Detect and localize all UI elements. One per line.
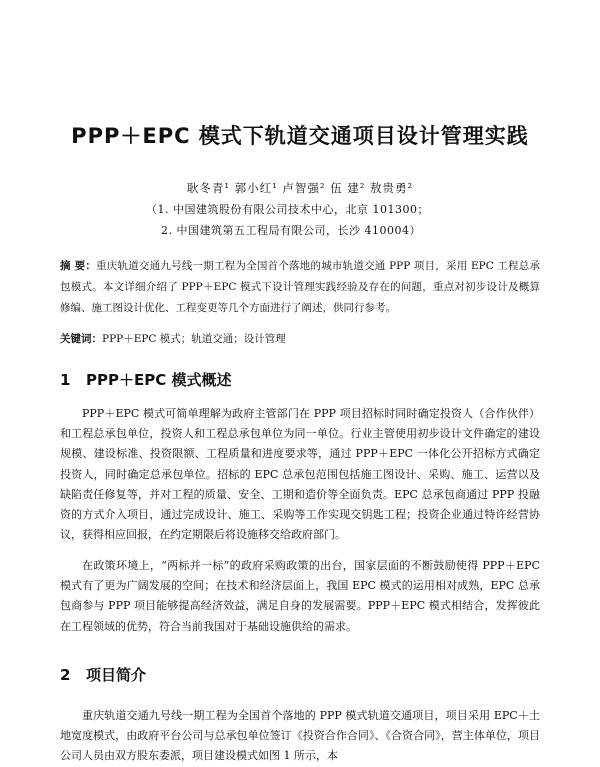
author-list: 耿冬青¹ 郭小红¹ 卢智强² 伍 建² 敖贵勇² xyxy=(186,181,414,195)
abstract-text: 重庆轨道交通九号线一期工程为全国首个落地的城市轨道交通 PPP 项目，采用 EPC 工程总承包模式。本文详细介绍了 PPP＋EPC 模式下设计管理实践经验及存在的问题，重点对初步设计及概算修编、施工图设计优化、工程变更等几个方面进行了阐述，供同行参考。 xyxy=(60,260,540,314)
abstract xyxy=(60,256,540,319)
section-1-number: 1 xyxy=(60,371,71,389)
keywords xyxy=(60,331,540,347)
keywords-text: PPP＋EPC 模式；轨道交通；设计管理 xyxy=(102,333,286,345)
keywords-label: 关键词： xyxy=(60,333,102,345)
section-1-paragraph-2: 在政策环境上，“两标并一标”的政府采购政策的出台，国家层面的不断鼓励使得 PPP＋EPC 模式有了更为广阔发展的空间；在技术和经济层面上，我国 EPC 模式的运用相对成熟，EPC 总承包商参与 PPP 项目能够提高经济效益，满足自身的发展需要。PPP＋EPC 模式相结合，发挥彼此在工程领域的优势，符合当前我国对于基础设施供给的需求。 xyxy=(60,559,540,633)
paper-title: PPP＋EPC 模式下轨道交通项目设计管理实践 xyxy=(71,124,529,148)
section-1-heading xyxy=(60,369,231,390)
section-2-heading xyxy=(60,664,146,685)
affiliation-1: （1. 中国建筑股份有限公司技术中心，北京 101300； xyxy=(146,203,429,216)
abstract-label: 摘 要： xyxy=(60,260,97,272)
section-2-number: 2 xyxy=(60,666,71,684)
affiliation-2: 2. 中国建筑第五工程局有限公司，长沙 410004） xyxy=(161,224,421,237)
section-1-paragraph-1: PPP＋EPC 模式可简单理解为政府主管部门在 PPP 项目招标时同时确定投资人（合作伙伴）和工程总承包单位，投资人和工程总承包单位为同一单位。行业主管使用初步设计文件确定的建设规模、建设标准、投资限额、工程质量和进度要求等，通过 PPP＋EPC 一体化公开招标方式确定投资人，同时确定总承包单位。招标的 EPC 总承包范围包括施工图设计、采购、施工、运营以及缺陷责任修复等，并对工程的质量、安全、工期和造价等全面负责。EPC 总承包商通过 PPP 投融资的方式介入项目，通过完成设计、施工、采购等工作实现交钥匙工程；投资企业通过特许经营协议，获得相应回报，在约定期限后将设施移交给政府部门。 xyxy=(60,407,540,542)
section-2-title: 项目简介 xyxy=(86,666,147,684)
section-1-title: PPP＋EPC 模式概述 xyxy=(86,371,232,389)
section-2-paragraph-1: 重庆轨道交通九号线一期工程为全国首个落地的 PPP 模式轨道交通项目，项目采用 EPC＋土地宽度模式，由政府平台公司与总承包单位签订《投资合作合同》、《合资合同》，营主体单位，项目公司人员由双方股东委派，项目建设模式如图 1 所示，本 xyxy=(60,709,540,763)
